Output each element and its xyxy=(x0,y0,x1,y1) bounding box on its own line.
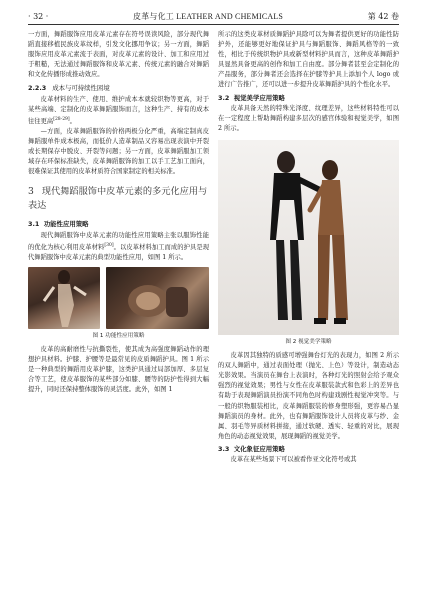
paragraph: 一方面，舞蹈服饰应用皮革元素存在符号误读风险，部分现代舞蹈直接移植民族皮革纹样，引发文化挪用争议；另一方面，舞蹈服饰应用皮革元素流于表面，对皮革元素的设计、加工和应用过于粗糙，无法通过舞蹈服饰和皮革元素、传统元素的融合对舞蹈和文化传播形成推动效应。 xyxy=(28,31,209,79)
paragraph: 皮革具备天然的特殊光泽度、纹理差异，这些材料特性可以在一定程度上帮助舞蹈构建多层次的感官体验和视觉美学，如图 2 所示。 xyxy=(218,104,399,132)
left-column xyxy=(28,30,209,395)
paragraph: —方面，皮革舞蹈服饰的价格两极分化严重，高端定制真皮舞蹈服单件成本极高，而低价人造革制品又容易出现表演中开裂或长期保存中脱皮、开裂等问题；另一方面，皮革舞蹈服加工领域存在环保标准缺失，皮革舞蹈服饰的加工以手工艺加工面向，很难保证其使用的皮革材质符合国家制定的相关标准。 xyxy=(28,127,209,176)
figure-2-caption: 图 2 视觉美学策略 xyxy=(285,338,332,345)
knee-pad-shape xyxy=(106,267,206,329)
citation: [28-29] xyxy=(53,116,70,122)
subsection-heading xyxy=(28,83,209,93)
section-title: 现代舞蹈服饰中皮革元素的多元化应用与表达 xyxy=(28,186,208,212)
dancer-photo xyxy=(28,267,100,329)
paragraph xyxy=(28,231,209,263)
dance-couple-photo xyxy=(218,140,399,335)
paragraph-text: 现代舞蹈服饰中皮革元素的功能性应用策略主张以服饰性能的优化为核心利用皮革材料 xyxy=(28,231,209,251)
citation: [30] xyxy=(104,242,114,248)
paragraph: 皮革在某些场景下可以被看作亚文化符号或其 xyxy=(230,455,357,463)
paragraph: 皮革因其独特的质感可增强舞台灯光的表现力，如图 2 所示的双人舞蹈中，通过表面处理（抛光、上色）等设计，制造动态光影效果。当演员在舞台上表演时，各种灯光的照射会给予观众强烈的视觉效果；男性与女性在皮革服装款式和色彩上的差异也有助于表现舞蹈演员扮演不同角色时构建戏剧性视觉冲突等。与一般的织物服装相比，皮革舞蹈服装的修身塑形强，更容易凸显舞蹈演员的身材。此外，也有舞蹈服饰设计人员将皮革与纱、金属、羽毛等异质材料拼接，通过软硬、透实、轻重的对比，展现角色的动态视觉效果，展现舞蹈的视觉美学。 xyxy=(218,352,399,440)
volume-label: 第 42 卷 xyxy=(367,11,399,21)
dancer-silhouette xyxy=(28,267,100,329)
subsection-number: 3.3 xyxy=(218,444,230,453)
subsection-title: 成本与可持续性困境 xyxy=(52,84,110,93)
paragraph: 所示的这类皮革材质舞蹈护具除可以为舞者提供更好的功能性防护外，还能够更好地保证护具与舞蹈服饰、舞蹈风格等的一致性，相比于传统织物护具或新型材料护具而言，这种皮革舞蹈护具显然具备更高的创作和加工自由度。部分舞者甚至会定制化的产品服务，部分舞者还会选择在护膝等护具上添加个人 logo 或进行广告推广，还可以进一步提升皮革舞蹈护具的个性化水平。 xyxy=(218,31,399,89)
section-number: 3 xyxy=(28,186,34,198)
subsection-title: 视觉美学应用策略 xyxy=(233,93,285,102)
subsection-title: 文化象征应用策略 xyxy=(233,444,285,453)
paragraph-text: 。以皮革材料加工而成的护具是现代舞蹈服饰中皮革元素的典型功能性应用，如图 1 所示。 xyxy=(28,243,210,261)
figure-1-caption: 图 1 功能性应用策略 xyxy=(92,332,145,339)
page-number: · 32 · xyxy=(28,11,49,21)
figure-1 xyxy=(28,267,209,329)
journal-title: 皮革与化工 LEATHER AND CHEMICALS xyxy=(133,11,284,21)
paragraph: 皮革的高耐磨性与抗撕裂性，使其成为高强度舞蹈动作的理想护具材料。护膝、护腰等是最常见的皮质舞蹈护具。图 1 所示是一种典型的舞蹈用皮革护膝，这类护具通过局部加厚、多层复合等工艺，使皮革服饰的某些部分如膝、腰等的防护性得到大幅提升，同时还保持整体服饰的灵活度。此外，如图 1 xyxy=(28,345,209,394)
subsection-number: 3.1 xyxy=(28,220,40,229)
running-header xyxy=(28,8,399,24)
subsection-heading xyxy=(218,93,399,103)
subsection-heading xyxy=(218,444,399,454)
subsection-title: 功能性应用策略 xyxy=(43,220,89,229)
header-rule xyxy=(28,24,399,25)
knee-pad-photo xyxy=(106,267,209,329)
figure-2 xyxy=(218,140,399,335)
subsection-number: 2.2.3 xyxy=(28,84,47,93)
paragraph-text: 皮革材料的生产、使用、维护成本本就较织物等更高，对于某些高端、定制化的皮革舞蹈服饰而言，这种生产、持有的成本往往更高 xyxy=(28,95,209,125)
section-heading xyxy=(28,185,209,213)
right-column xyxy=(218,30,399,465)
subsection-number: 3.2 xyxy=(218,93,230,102)
subsection-heading xyxy=(28,219,209,229)
paragraph: 皮革材料的生产、使用、维护成本本就较织物等更高，对于某些高端、定制化的皮革舞蹈服饰而言，这种生产、持有的成本往往更高[28-29]。 xyxy=(28,95,209,125)
